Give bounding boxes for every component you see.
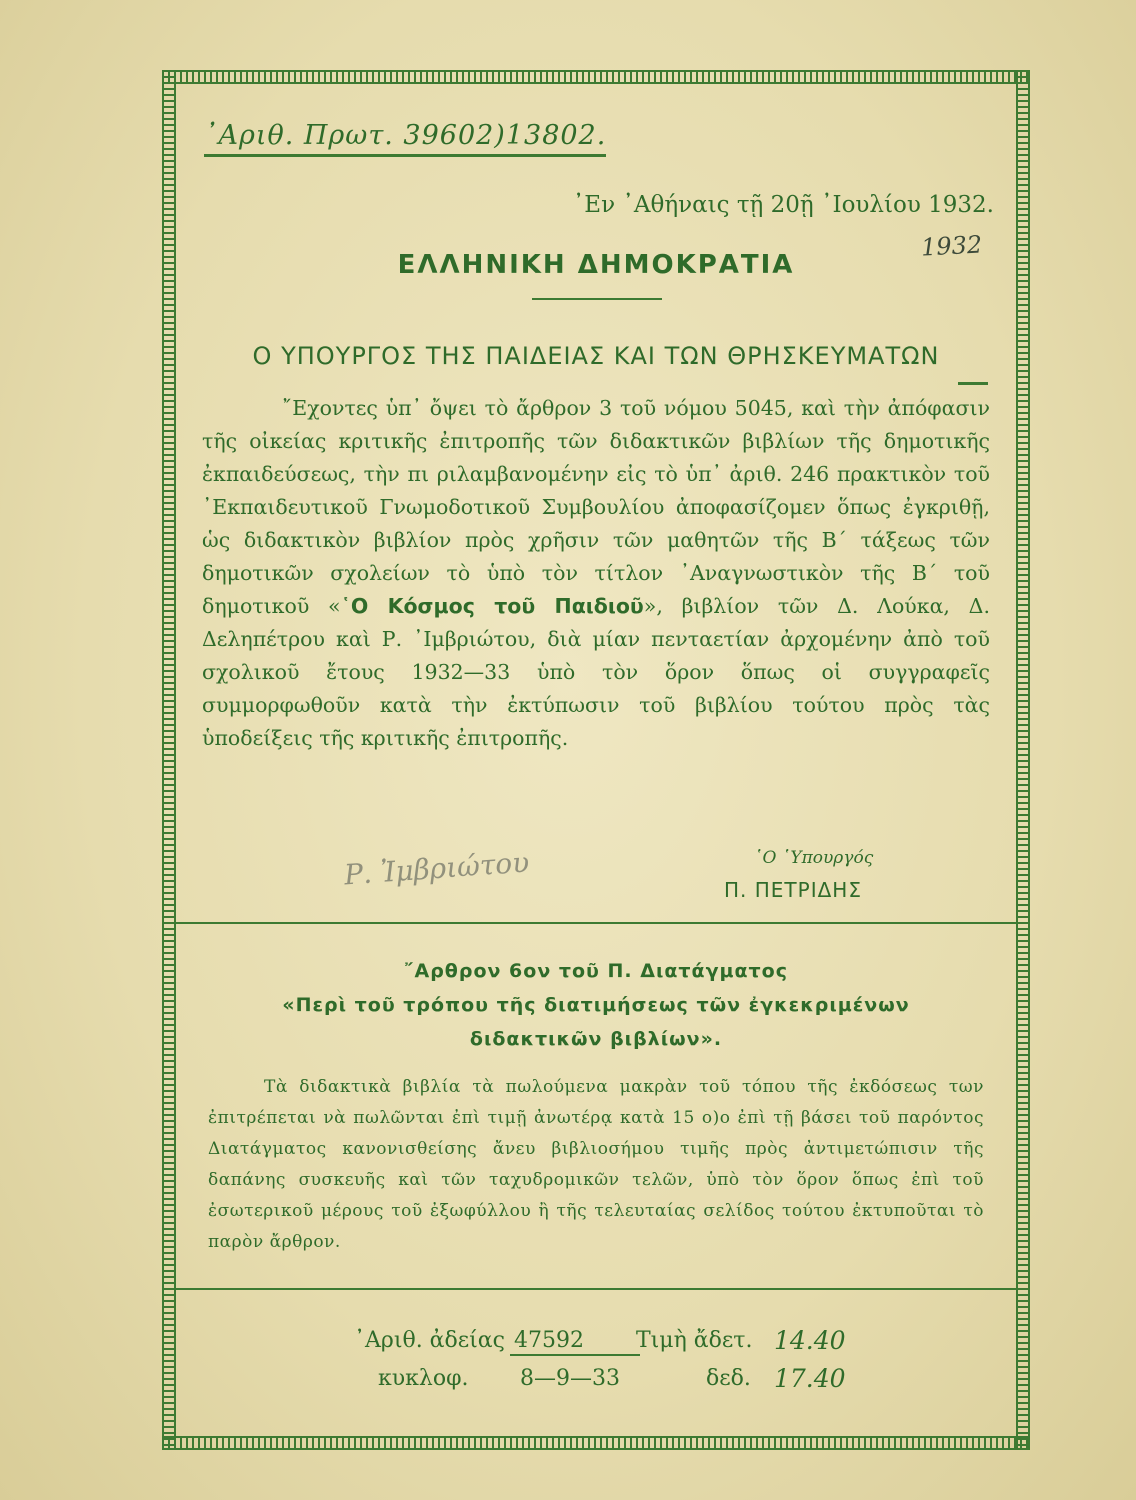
ministry-rule xyxy=(958,382,988,385)
price-bound: 17.40 xyxy=(774,1364,846,1393)
article-heading-line-2: «Περὶ τοῦ τρόπου τῆς διατιμήσεως τῶν ἐγκεκριμένων xyxy=(282,994,910,1016)
permit-label: ᾿Αριθ. ἀδείας xyxy=(354,1328,505,1353)
border-top xyxy=(162,70,1030,84)
license-block xyxy=(184,1322,1008,1398)
price-unbound-label: Τιμὴ ἄδετ. xyxy=(636,1328,753,1353)
article-heading-line-3: διδακτικῶν βιβλίων». xyxy=(469,1028,723,1050)
decision-text-after: », βιβλίον τῶν Δ. Λούκα, Δ. Δεληπέτρου καὶ Ρ. ᾿Ιμβριώτου, διὰ μίαν πενταετίαν ἀρχομένην ἀπὸ τοῦ σχολικοῦ ἔτους 1932—33 ὑπὸ τὸν ὅρον ὅπως οἱ συγγραφεῖς συμμορφωθοῦν κατὰ τὴν ἐκτύπωσιν τοῦ βιβλίου τούτου πρὸς τὰς ὑποδείξεις τῆς κριτικῆς ἐπιτροπῆς. xyxy=(202,594,990,750)
republic-heading: ΕΛΛΗΝΙΚΗ ΔΗΜΟΚΡΑΤΙΑ xyxy=(397,250,795,280)
border-bottom xyxy=(162,1436,1030,1450)
ministry-heading: Ο ΥΠΟΥΡΓΟΣ ΤΗΣ ΠΑΙΔΕΙΑΣ ΚΑΙ ΤΩΝ ΘΡΗΣΚΕΥΜΑΤΩΝ xyxy=(252,342,940,370)
price-unbound: 14.40 xyxy=(774,1326,846,1355)
article-body xyxy=(208,1072,984,1258)
decision-text xyxy=(202,392,990,755)
heading-rule xyxy=(532,298,662,300)
article-heading-line-1: ῎Αρθρον 6ον τοῦ Π. Διατάγματος xyxy=(403,960,788,982)
document-frame xyxy=(162,70,1030,1450)
handwritten-year: 1932 xyxy=(920,230,983,262)
decision-text-before: ῎Εχοντες ὑπ᾿ ὄψει τὸ ἄρθρον 3 τοῦ νόμου 5045, καὶ τὴν ἀπόφασιν τῆς οἰκείας κριτικῆς ἐπιτροπῆς τῶν διδακτικῶν βιβλίων τῆς δημοτικῆς ἐκπαιδεύσεως, τὴν πι ριλαμβανομένην εἰς τὸ ὑπ᾿ ἀριθ. 246 πρακτικὸν τοῦ ᾿Εκπαιδευτικοῦ Γνωμοδοτικοῦ Συμβουλίου ἀποφασίζομεν ὅπως ἐγκριθῇ, ὡς διδακτικὸν βιβλίον πρὸς χρῆσιν τῶν μαθητῶν τῆς Β΄ τάξεως τῶν δημοτικῶν σχολείων τὸ ὑπὸ τὸν τίτλον ᾿Αναγνωστικὸν τῆς Β΄ τοῦ δημοτικοῦ « xyxy=(202,396,990,618)
document-body xyxy=(184,92,1008,1428)
permit-number: 47592 xyxy=(514,1328,584,1353)
permit-underline xyxy=(510,1354,640,1356)
article-heading xyxy=(184,954,1008,1056)
article-body-text: Τὰ διδακτικὰ βιβλία τὰ πωλούμενα μακρὰν τοῦ τόπου τῆς ἐκδόσεως των ἐπιτρέπεται νὰ πωλῶνται ἐπὶ τιμῇ ἀνωτέρᾳ κατὰ 15 ο)ο ἐπὶ τῇ βάσει τοῦ παρόντος Διατάγματος κανονισθείσης ἄνευ βιβλιοσήμου τιμῆς πρὸς ἀντιμετώπισιν τῆς δαπάνης συσκευῆς καὶ τῶν ταχυδρομικῶν τελῶν, ὑπὸ τὸν ὅρον ὅπως ἐπὶ τοῦ ἐσωτερικοῦ μέρους τοῦ ἐξωφύλλου ἢ τῆς τελευταίας σελίδος τούτου ἐκτυποῦται τὸ παρὸν ἄρθρον. xyxy=(208,1077,984,1252)
circulation-date: 8—9—33 xyxy=(520,1366,620,1391)
circulation-label: κυκλοφ. xyxy=(378,1366,469,1391)
date-line: ᾿Εν ᾿Αθήναις τῇ 20ῇ ᾿Ιουλίου 1932. xyxy=(572,192,994,218)
border-right xyxy=(1016,70,1030,1450)
section-divider xyxy=(162,1288,1030,1290)
section-divider xyxy=(162,922,1030,924)
handwritten-signature: Ρ. Ἰμβριώτου xyxy=(343,845,531,892)
minister-role: ῾Ο ῾Υπουργός xyxy=(754,848,874,868)
price-bound-label: δεδ. xyxy=(706,1366,751,1391)
border-left xyxy=(162,70,176,1450)
minister-name: Π. ΠΕΤΡΙΔΗΣ xyxy=(724,878,862,902)
protocol-number: ᾿Αριθ. Πρωτ. 39602)13802. xyxy=(204,120,606,157)
book-title: ῾Ο Κόσμος τοῦ Παιδιοῦ xyxy=(340,594,644,618)
